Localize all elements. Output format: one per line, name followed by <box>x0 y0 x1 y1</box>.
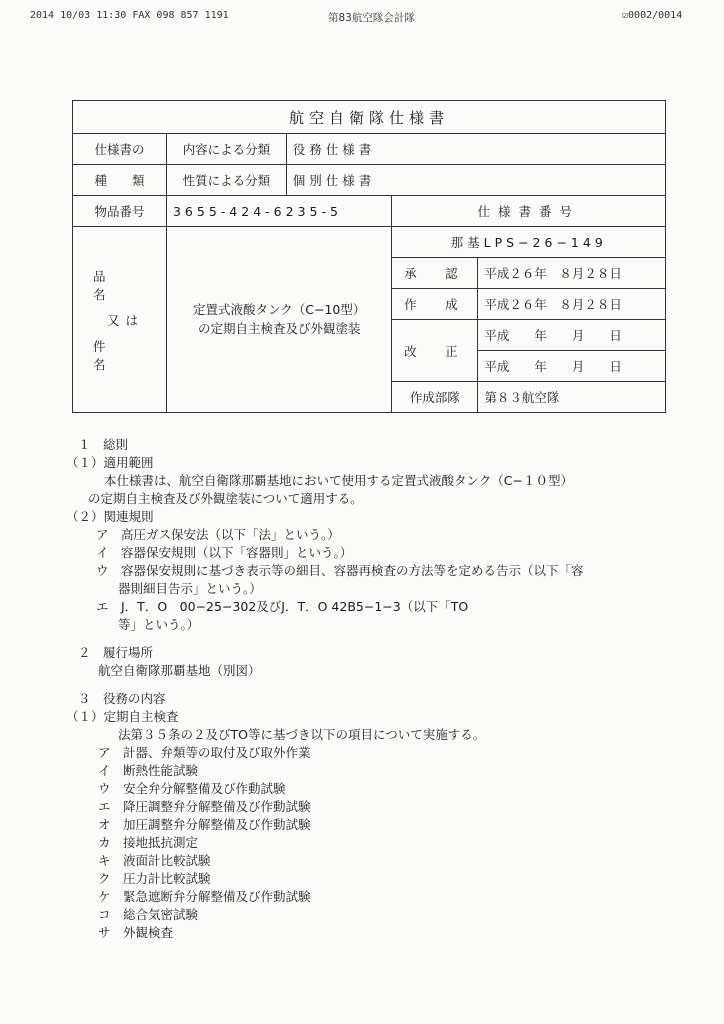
list-item: ウ 安全弁分解整備及び作動試験 <box>98 781 286 796</box>
list-item: エ 降圧調整弁分解整備及び作動試験 <box>98 799 311 814</box>
section-1-2-u-line2: 器則細目告示」という。） <box>118 581 262 596</box>
section-1-2-e-line1: エ J．T．O 00−25−302及びJ．T．O 42B5−1−3（以下「TO <box>96 599 469 614</box>
section-2-title: ２ 履行場所 <box>78 645 154 660</box>
list-item: キ 液面計比較試験 <box>98 853 211 868</box>
section-1-title: １ 総則 <box>78 437 129 452</box>
list-item: オ 加圧調整弁分解整備及び作動試験 <box>98 817 311 832</box>
spec-number-value: 那基LPS−26−149 <box>392 227 666 258</box>
spec-table <box>72 100 666 413</box>
approval-date: 平成２６年 ８月２８日 <box>478 258 666 289</box>
list-item: ア 計器、弁類等の取付及び取外作業 <box>98 745 311 760</box>
item-number-label: 物品番号 <box>73 196 167 227</box>
list-item: コ 総合気密試験 <box>98 907 199 922</box>
spec-number-label: 仕様書番号 <box>392 196 666 227</box>
by-nature-value: 個別仕様書 <box>286 165 665 196</box>
section-1-1-text-line1: 本仕様書は、航空自衛隊那覇基地において使用する定置式液酸タンク（C−１０型） <box>104 473 573 488</box>
name-label-3: 件 名 <box>93 338 159 372</box>
dept-value: 第８３航空隊 <box>478 382 666 413</box>
fax-header-sender: 第83航空隊会計隊 <box>328 12 415 24</box>
section-1-2-u-line1: ウ 容器保安規則に基づき表示等の細目、容器再検査の方法等を定める告示（以下「容 <box>96 563 584 578</box>
section-1-1-title: （１）適用範囲 <box>66 455 154 470</box>
fax-header-left: 2014 10/03 11:30 FAX 098 857 1191 <box>30 10 229 21</box>
list-item: サ 外観検査 <box>98 925 174 940</box>
by-nature-label: 性質による分類 <box>166 165 286 196</box>
section-3-1-intro: 法第３５条の２及びTO等に基づき以下の項目について実施する。 <box>118 727 486 742</box>
revision-date-2: 平成 年 月 日 <box>478 351 666 382</box>
fax-header-page <box>622 10 682 21</box>
item-name-line1: 定置式液酸タンク（C−10型） <box>193 302 366 318</box>
fax-icon: ☑ <box>622 10 629 21</box>
type-label-1: 仕様書の <box>73 134 167 165</box>
item-name-line2: の定期自主検査及び外観塗装 <box>197 320 361 336</box>
section-1-2-e-line2: 等」という。） <box>118 617 200 632</box>
list-item: ク 圧力計比較試験 <box>98 871 211 886</box>
dept-label: 作成部隊 <box>392 382 478 413</box>
list-item: イ 断熱性能試験 <box>98 763 199 778</box>
section-1-2-title: （２）関連規則 <box>66 509 154 524</box>
name-label-2: 又は <box>107 312 145 328</box>
section-1-2-i: イ 容器保安規則（以下「容器則」という。） <box>96 545 353 560</box>
created-date: 平成２６年 ８月２８日 <box>478 289 666 320</box>
name-label-1: 品 名 <box>93 268 159 302</box>
section-1-2-a: ア 高圧ガス保安法（以下「法」という。） <box>96 527 340 542</box>
created-label: 作 成 <box>392 289 478 320</box>
list-item: カ 接地抵抗測定 <box>98 835 199 850</box>
revision-date-1: 平成 年 月 日 <box>478 320 666 351</box>
fax-page-count: 0002/0014 <box>628 10 683 21</box>
section-3-1-title: （１）定期自主検査 <box>66 709 179 724</box>
list-item: ケ 緊急遮断弁分解整備及び作動試験 <box>98 889 311 904</box>
section-1-1-text-line2: の定期自主検査及び外観塗装について適用する。 <box>88 491 363 506</box>
section-3-title: ３ 役務の内容 <box>78 691 166 706</box>
by-content-label: 内容による分類 <box>166 134 286 165</box>
type-label-2: 種 類 <box>73 165 167 196</box>
spec-title: 航空自衛隊仕様書 <box>73 101 666 134</box>
by-content-value: 役務仕様書 <box>286 134 665 165</box>
approval-label: 承 認 <box>392 258 478 289</box>
item-name-label <box>73 227 167 413</box>
item-number-value: 3655-424-6235-5 <box>166 196 391 227</box>
item-name-cell <box>166 227 391 413</box>
section-2-text: 航空自衛隊那覇基地（別図） <box>98 663 261 678</box>
revision-label: 改 正 <box>392 320 478 382</box>
